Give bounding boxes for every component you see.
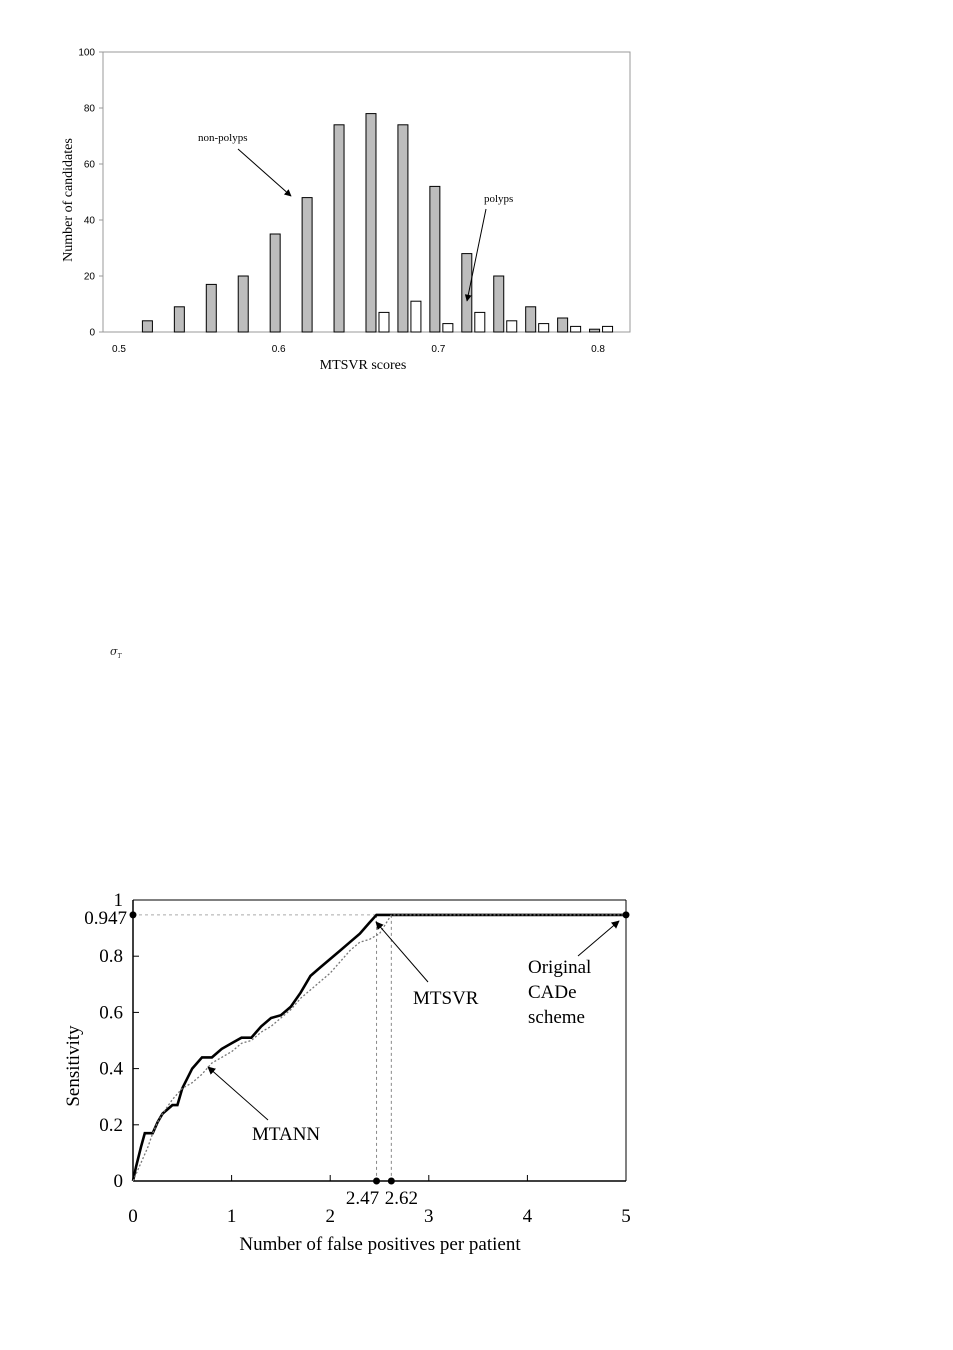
sensitivity-chart <box>0 860 953 1280</box>
x-axis-label: MTSVR scores <box>319 358 407 373</box>
reference-dot-right <box>623 911 630 918</box>
non-polyp-bar <box>590 329 600 332</box>
sigma-subscript: T <box>117 653 122 661</box>
non-polyp-bar <box>526 307 536 332</box>
annotation-mtann: MTANN <box>252 1124 321 1145</box>
annotation-original: Original <box>528 957 592 978</box>
non-polyp-bar <box>238 276 248 332</box>
polyp-bar <box>475 312 485 332</box>
y-tick-label: 0 <box>113 1171 123 1192</box>
x-tick-label: 4 <box>522 1206 533 1227</box>
fp-marker-dot <box>373 1178 380 1185</box>
y-tick-label: 60 <box>83 159 95 171</box>
x-tick-label: 3 <box>424 1206 434 1227</box>
reference-value-label: 0.947 <box>84 907 127 929</box>
reference-dot-left <box>130 911 137 918</box>
polyp-bar <box>507 321 517 332</box>
non-polyp-bar <box>206 284 216 332</box>
non-polyp-bar <box>142 321 152 332</box>
y-axis-label: Number of candidates <box>61 138 76 262</box>
non-polyp-bar <box>494 276 504 332</box>
y-tick-label: 0.6 <box>99 1002 123 1024</box>
y-tick-label: 0 <box>89 327 95 339</box>
annotation-scheme: scheme <box>528 1007 585 1028</box>
polyp-bar <box>443 324 453 332</box>
annotation-arrow-non-polyps <box>238 149 291 196</box>
non-polyp-bar <box>302 198 312 332</box>
x-tick-label: 0 <box>128 1206 138 1227</box>
non-polyp-bar <box>398 125 408 332</box>
polyp-bar <box>379 312 389 332</box>
mtann-curve <box>133 915 626 1181</box>
y-tick-label: 0.8 <box>99 946 123 968</box>
y-tick-label: 40 <box>83 215 95 227</box>
non-polyp-bar <box>270 234 280 332</box>
y-tick-label: 0.4 <box>99 1058 123 1080</box>
y-tick-label: 80 <box>83 103 95 115</box>
y-tick-label: 0.2 <box>99 1114 123 1136</box>
x-tick-label: 0.5 <box>112 344 126 355</box>
mtsvr-curve <box>133 915 626 1181</box>
y-axis-label: Sensitivity <box>63 1025 84 1107</box>
annotation-arrow-original <box>578 921 619 956</box>
polyp-bar <box>411 301 421 332</box>
annotation-mtsvr: MTSVR <box>413 988 479 1009</box>
x-tick-label: 0.8 <box>591 344 606 355</box>
polyp-bar <box>603 326 613 332</box>
non-polyp-bar <box>366 114 376 332</box>
polyp-bar <box>571 326 581 332</box>
x-tick-label: 1 <box>226 1206 237 1227</box>
fp-marker-label: 2.62 <box>384 1188 418 1209</box>
x-tick-label: 0.7 <box>431 344 446 355</box>
non-polyp-bar <box>174 307 184 332</box>
non-polyp-bar <box>558 318 568 332</box>
x-tick-label: 0.6 <box>271 344 286 355</box>
y-tick-label: 1 <box>113 890 123 911</box>
non-polyp-bar <box>334 125 344 332</box>
x-tick-label: 2 <box>325 1206 335 1227</box>
non-polyp-bar <box>462 254 472 332</box>
sigma-symbol <box>110 645 122 660</box>
annotation-cade: CADe <box>528 982 577 1003</box>
x-tick-label: 5 <box>621 1206 631 1227</box>
fp-marker-dot <box>388 1178 395 1185</box>
x-axis-label: Number of false positives per patient <box>239 1234 521 1255</box>
y-tick-label: 20 <box>83 271 95 283</box>
annotation-arrow-mtsvr <box>376 922 428 982</box>
histogram-chart <box>0 0 953 400</box>
sigma-base: σ <box>110 645 118 658</box>
polyp-bar <box>539 324 549 332</box>
annotation-arrow-mtann <box>208 1067 268 1120</box>
y-tick-label: 100 <box>78 47 95 59</box>
fp-marker-label: 2.47 <box>345 1188 380 1209</box>
annotation-non-polyps: non-polyps <box>198 132 248 144</box>
annotation-polyps: polyps <box>484 193 514 205</box>
non-polyp-bar <box>430 186 440 332</box>
